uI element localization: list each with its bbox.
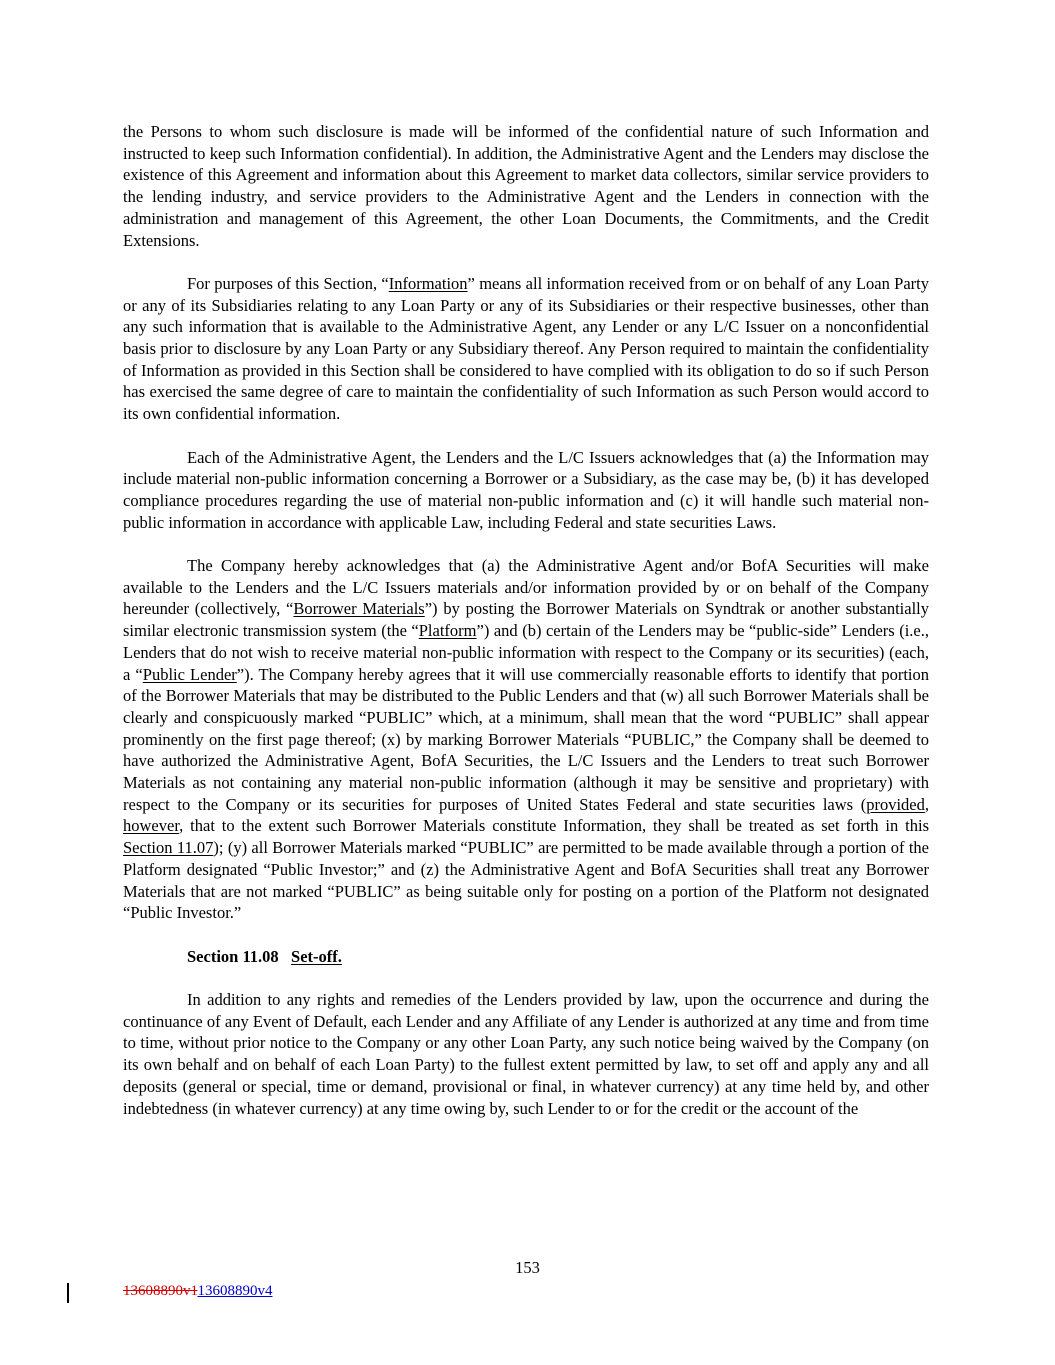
- text-run: ); (y) all Borrower Materials marked “PUBLIC” are permitted to be made available through a portion of the Platform designated “Public Investor;” and (z) the Administrative Agent and BofA Securities shall treat any Borrower Materials that are not marked “PUBLIC” as being suitable only for posting on a portion of the Platform not designated “Public Investor.”: [123, 838, 929, 923]
- text-run: For purposes of this Section, “: [187, 273, 389, 293]
- text-run: [279, 947, 291, 966]
- text-run: The Company hereby acknowledges that (a) the Administrative Agent and/or BofA Securities will make available to the Lenders and the L/C Issuers materials and/or information provided by or on behalf of the Company hereunder (collectively, “: [123, 556, 929, 619]
- text-run: however: [123, 816, 180, 836]
- text-run: Information: [388, 273, 468, 293]
- text-run: Public Lender: [142, 664, 237, 684]
- text-run: ”) by posting the Borrower Materials on Syndtrak or another substantially similar electronic transmission system (the “: [123, 599, 929, 641]
- text-run: Borrower Materials: [293, 599, 425, 619]
- document-id-footer: [123, 1283, 272, 1300]
- page-number: 153: [515, 1258, 540, 1277]
- paragraph-agent-acknowledgement: [123, 447, 929, 534]
- text-run: In addition to any rights and remedies of the Lenders provided by law, upon the occurrence and during the continuance of any Event of Default, each Lender and any Affiliate of any Lender is authorized at any time and from time to time, without prior notice to the Company or any other Loan Party, any such notice being waived by the Company (on its own behalf and on behalf of each Loan Party) to the fullest extent permitted by law, to set off and apply any and all deposits (general or special, time or demand, provisional or final, in whatever currency) at any time held by, and other indebtedness (in whatever currency) at any time owing by, such Lender to or for the credit or the account of the: [123, 990, 929, 1118]
- change-bar: [67, 1283, 69, 1303]
- text-run: Platform: [418, 621, 477, 641]
- text-run: Set-off.: [291, 946, 342, 966]
- text-run: ”). The Company hereby agrees that it will use commercially reasonable efforts to identify that portion of the Borrower Materials that may be distributed to the Public Lenders and that (w) all such Borrower Materials shall be clearly and conspicuously marked “PUBLIC” which, at a minimum, shall mean that the word “PUBLIC” shall appear prominently on the first page thereof; (x) by marking Borrower Materials “PUBLIC,” the Company shall be deemed to have authorized the Administrative Agent, BofA Securities, the L/C Issuers and the Lenders to treat such Borrower Materials as not containing any material non-public information (although it may be sensitive and proprietary) with respect to the Company or its securities for purposes of United States Federal and state securities laws (: [123, 664, 930, 814]
- text-run: Each of the Administrative Agent, the Lenders and the L/C Issuers acknowledges that (a) the Information may include material non-public information concerning a Borrower or a Subsidiary, as the case may be, (b) it has developed compliance procedures regarding the use of material non-public information and (c) it will handle such material non-public information in accordance with applicable Law, including Federal and state securities Laws.: [123, 447, 929, 532]
- text-run: ”) and (b) certain of the Lenders may be “public-side” Lenders (i.e., Lenders that do not wish to receive material non-public information with respect to the Company or its securities) (each, a “: [123, 621, 929, 684]
- page-content: [123, 121, 929, 1141]
- paragraph-set-off-body: [123, 989, 929, 1119]
- deleted-doc-id: 13608890v1: [123, 1283, 198, 1299]
- paragraph-borrower-materials: [123, 555, 929, 924]
- inserted-doc-id: 13608890v4: [197, 1283, 273, 1299]
- text-run: Section 11.07: [123, 838, 214, 858]
- text-run: , that to the extent such Borrower Materials constitute Information, they shall be treated as set forth in this: [179, 816, 929, 836]
- text-run: provided: [866, 794, 925, 814]
- text-run: ” means all information received from or on behalf of any Loan Party or any of its Subsidiaries relating to any Loan Party or any of its Subsidiaries or their respective businesses, other than any such information that is available to the Administrative Agent, any Lender or any L/C Issuer on a nonconfidential basis prior to disclosure by any Loan Party or any Subsidiary thereof. Any Person required to maintain the confidentiality of Information as provided in this Section shall be considered to have complied with its obligation to do so if such Person has exercised the same degree of care to maintain the confidentiality of such Information as such Person would accord to its own confidential information.: [123, 273, 930, 424]
- text-run: Section 11.08: [187, 946, 279, 966]
- section-heading-set-off: [123, 946, 929, 968]
- paragraph-disclosure-continued: [123, 121, 929, 251]
- text-run: the Persons to whom such disclosure is made will be informed of the confidential nature of such Information and instructed to keep such Information confidential). In addition, the Administrative Agent and the Lenders may disclose the existence of this Agreement and information about this Agreement to market data collectors, similar service providers to the lending industry, and service providers to the Administrative Agent and the Lenders in connection with the administration and management of this Agreement, the other Loan Documents, the Commitments, and the Credit Extensions.: [123, 122, 929, 250]
- text-run: ,: [924, 794, 929, 814]
- paragraph-information-definition: [123, 273, 929, 425]
